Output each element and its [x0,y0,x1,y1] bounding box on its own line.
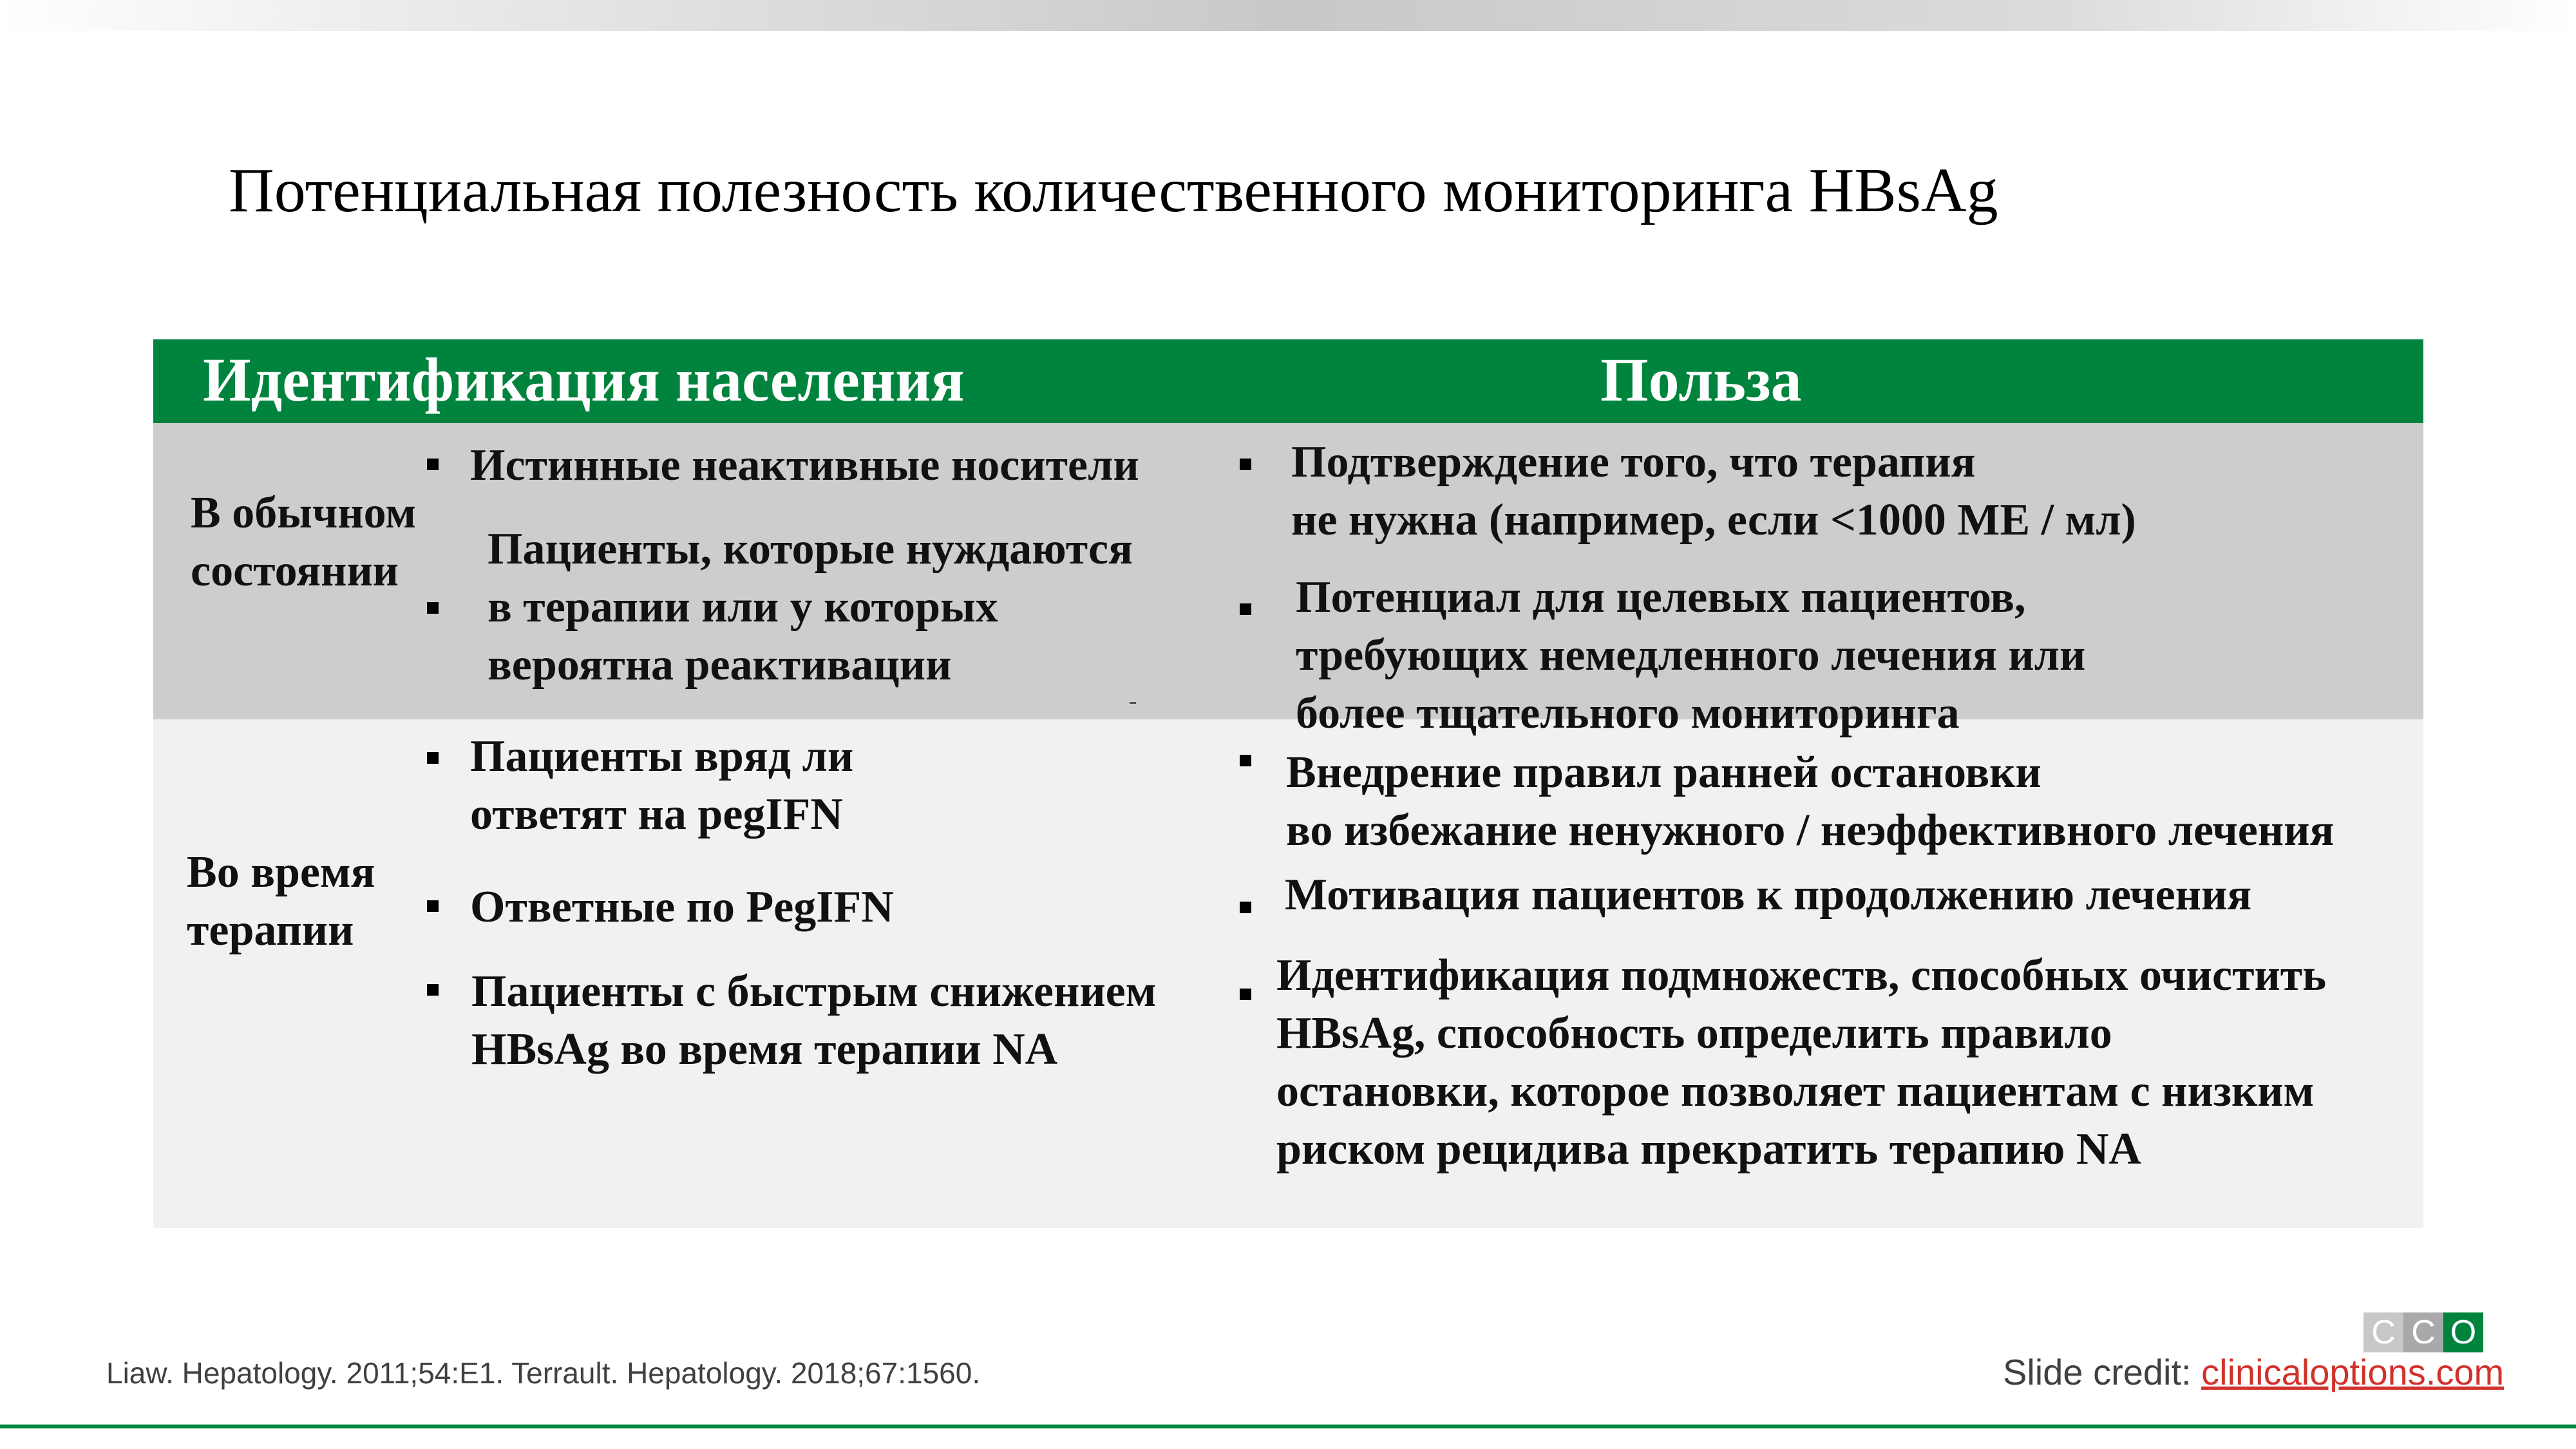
header-benefit: Польза [1600,345,1802,414]
benefit-steady-1-line2: не нужна (например, если <1000 МЕ / мл) [1291,495,2136,545]
benefit-therapy-3-line2: HBsAg, способность определить правило [1276,1009,2112,1058]
benefit-therapy-3-line4: риском рецидива прекратить терапию NA [1276,1124,2141,1174]
slide-credit-prefix: Slide credit: [2003,1352,2202,1392]
row-label-steady-line2: состоянии [191,546,399,596]
pop-steady-2-line1: Пациенты, которые нуждаются [488,524,1133,574]
bullet-icon [427,459,439,470]
row-label-therapy-line1: Во время [187,848,375,897]
header-population: Идентификация населения [203,345,965,414]
slide-credit-link[interactable]: clinicaloptions.com [2201,1352,2505,1392]
benefit-steady-2-line1: Потенциал для целевых пациентов, [1296,573,2026,622]
logo-letter-o: O [2443,1312,2483,1352]
benefit-steady-2-line2: требующих немедленного лечения или [1296,630,2086,680]
row-label-steady-line1: В обычном [191,488,416,538]
pop-therapy-3-line2: HBsAg во время терапии NA [471,1025,1058,1074]
bullet-icon [427,752,439,764]
benefit-therapy-1-line2: во избежание ненужного / неэффективного лечения [1286,806,2334,855]
benefit-steady-2-line3: более тщательного мониторинга [1296,688,1960,738]
bullet-icon [1240,459,1251,470]
bullet-icon [1240,989,1251,1000]
logo-letter-c: C [2363,1312,2403,1352]
row-label-therapy-line2: терапии [187,905,354,955]
benefit-therapy-3-line3: остановки, которое позволяет пациентам с низким [1276,1066,2315,1116]
slide-credit [2003,1351,2504,1393]
pop-steady-2-line3: вероятна реактивации [488,640,952,690]
pop-therapy-2-line1: Ответные по PegIFN [470,882,894,932]
bullet-icon [427,900,439,912]
bullet-icon [1240,902,1251,913]
pop-therapy-3-line1: Пациенты с быстрым снижением [471,967,1157,1016]
cco-logo [2363,1312,2483,1352]
pop-therapy-1-line1: Пациенты вряд ли [470,732,854,781]
footer-rule [0,1425,2576,1428]
pop-steady-2-line2: в терапии или у которых [488,582,998,632]
top-gradient-bar [0,0,2576,31]
bullet-icon [427,602,439,614]
benefit-therapy-1-line1: Внедрение правил ранней остановки [1286,748,2041,797]
stray-dash [1130,702,1136,704]
slide-title: Потенциальная полезность количественного мониторинга HBsAg [229,156,1998,225]
logo-letter-c: C [2403,1312,2443,1352]
bullet-icon [427,984,439,996]
benefit-therapy-3-line1: Идентификация подмножеств, способных очистить [1276,951,2327,1000]
benefit-steady-1-line1: Подтверждение того, что терапия [1291,437,1976,487]
bullet-icon [1240,603,1251,615]
pop-steady-1-line1: Истинные неактивные носители [470,440,1139,490]
bullet-icon [1240,755,1251,766]
pop-therapy-1-line2: ответят на pegIFN [470,790,843,839]
citation: Liaw. Hepatology. 2011;54:E1. Terrault. Hepatology. 2018;67:1560. [106,1356,981,1390]
benefit-therapy-2-line1: Мотивация пациентов к продолжению лечения [1285,870,2252,920]
